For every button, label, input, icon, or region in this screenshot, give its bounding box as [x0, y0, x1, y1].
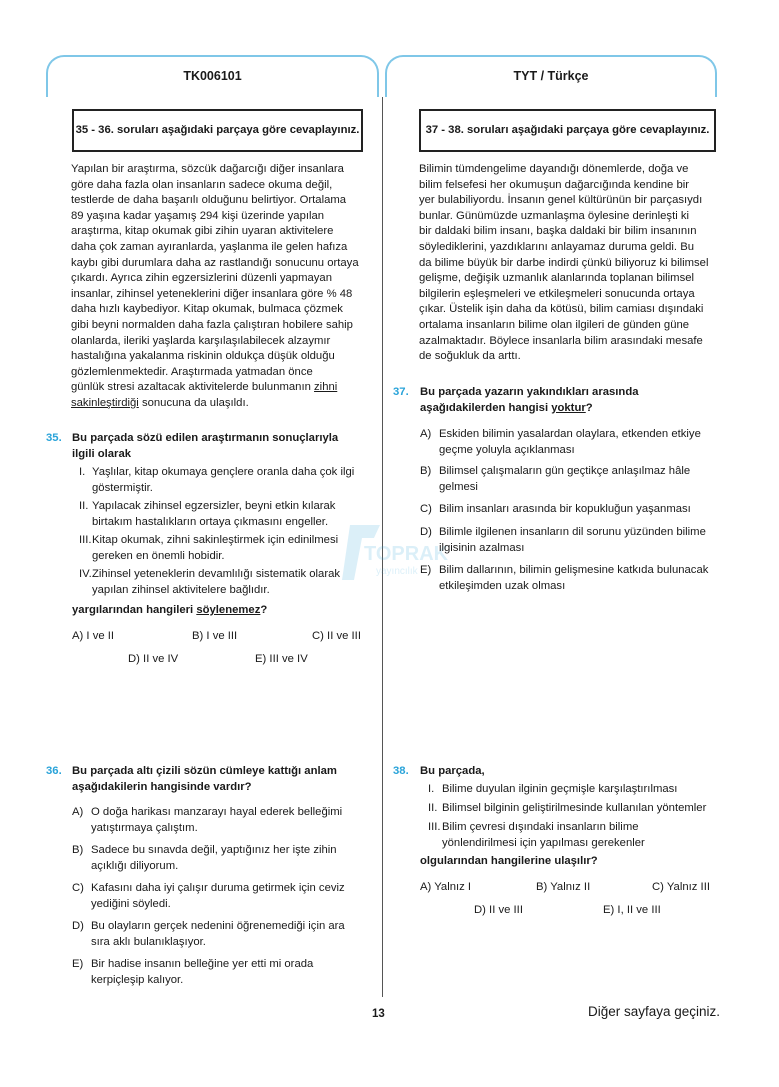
passage-line: gelişme, değişik uzmanlık alanlarında toplanan bilimsel [419, 272, 695, 285]
question-stem-36 [72, 764, 337, 795]
statement-line: yapılan zihinsel aktivitelere bağlıdır. [92, 584, 270, 596]
option-line: Bu olayların gerçek nedenini öğrenemediği için ara [91, 920, 345, 932]
passage-line: olanlarda, ileriki yaşlarda karşılaşılabilecek alzaymır [71, 334, 331, 347]
passage-line: çıkar. Üstelik işin daha da kötüsü, bilim camiası dışındaki [419, 303, 704, 316]
option-label: D) [420, 526, 432, 538]
statement-line: Bilime duyulan ilginin geçmişle karşılaştırılması [442, 783, 678, 795]
question-stem-38 [420, 764, 485, 780]
option-line: Bir hadise insanın belleğine yer etti mi orada [91, 958, 314, 970]
stem-line: ilgili olarak [72, 447, 132, 460]
passage-line: bilim felsefesi her okumuşun dağarcığında kendine bir [419, 178, 690, 191]
option-35-E[interactable]: E) III ve IV [255, 653, 308, 665]
instruction-box-37-38 [419, 109, 716, 152]
passage-line: da bilime büyük bir darbe indirdi çünkü biliyoruz ki bilimsel [419, 256, 709, 269]
tail-text: yargılarından hangileri [72, 604, 197, 616]
option-35-D[interactable]: D) II ve IV [128, 653, 179, 665]
stem-line: Bu parçada, [420, 765, 485, 777]
passage-line: kaybı gibi durumlara daha az rastlandığı sonucunu ortaya [71, 256, 359, 269]
passage-line: 89 yaşına kadar yaşamış 294 kişi üzerinde yapılan [71, 209, 325, 222]
passage-line [71, 380, 371, 396]
statement-label: I. [79, 466, 86, 478]
option-35-A[interactable]: A) I ve II [72, 630, 115, 642]
passage-line: bir daldaki bilim insanı, başka daldaki bir bilim insanının [419, 225, 697, 238]
option-line: Bilim insanları arasında bir kopukluğun yaşanması [439, 503, 691, 515]
passage-line: gibi beyni normalden daha fazla çalıştıran hobilere sahip [71, 318, 353, 331]
passage-line: Bilimin tümdengelime dayandığı dönemlerde, doğa ve [419, 163, 689, 175]
statement-label: I. [428, 783, 435, 795]
option-line: açıklığı diliyorum. [91, 860, 179, 872]
option-label: D) [72, 920, 84, 932]
stem-line: Bu parçada sözü edilen araştırmanın sonuçlarıyla [72, 432, 339, 444]
option-38-A[interactable]: A) Yalnız I [420, 881, 472, 893]
passage-line: insanlar, zihinsel yeteneklerini diğer insanlara göre % 48 [71, 287, 353, 300]
question-number-35: 35. [46, 432, 62, 444]
option-label: A) [72, 806, 84, 818]
statement-line: göstermiştir. [92, 482, 153, 494]
next-page-note: Diğer sayfaya geçiniz. [588, 1004, 721, 1019]
passage-line: söylediklerini, yazdıklarını anlayamaz duruma geldi. Bu [419, 240, 695, 253]
stem-text: aşağıdakilerden hangisi [420, 401, 552, 414]
option-line: yatıştırmaya çalıştım. [91, 822, 198, 834]
passage-line: göre daha fazla olan insanların sadece okuma değil, [71, 178, 333, 191]
option-label: B) [72, 844, 84, 856]
header-booklet-code [46, 55, 379, 97]
question-number-36: 36. [46, 765, 62, 777]
stem-underlined: yoktur [551, 401, 586, 414]
statement-line: Kitap okumak, zihni sakinleştirmek için edinilmesi [92, 534, 339, 546]
option-line: Sadece bu sınavda değil, yaptığınız her işte zihin [91, 844, 337, 856]
option-label: E) [72, 958, 84, 970]
option-38-B[interactable]: B) Yalnız II [536, 881, 591, 893]
tail-text: olgularından hangilerine ulaşılır? [420, 855, 598, 867]
svg-text:yayıncılık: yayıncılık [376, 566, 418, 577]
stem-line: Bu parçada yazarın yakındıkları arasında [420, 386, 639, 398]
passage-line: hastalığına yakalanma riskinin oldukça düşük olduğu [71, 350, 335, 363]
statement-label: II. [428, 802, 438, 814]
question-stem-37 [420, 385, 639, 416]
option-line: ilgisinin azalması [439, 542, 525, 554]
passage-line: de soğukluk da arttı. [419, 350, 521, 363]
statement-label: III. [79, 534, 92, 546]
stem-line: aşağıdakilerin hangisinde vardır? [72, 780, 252, 793]
passage-line: testlerde de daha başarılı olduğunu belirtiyor. Ortalama [71, 194, 347, 207]
underlined-phrase-part2: sakinleştirdiği [71, 396, 139, 409]
question-tail-38 [420, 854, 598, 870]
statement-line: Bilim çevresi dışındaki insanların bilime [442, 821, 639, 833]
passage-line: yer bulabiliyordu. İnsanın genel kültürünün bir parçasıydı [419, 194, 703, 207]
instruction-box-35-36 [72, 109, 363, 152]
passage-line: ortalama insanların bilime olan ilgileri de günden güne [419, 318, 690, 331]
option-line: sıra aklı bulanıklaşıyor. [91, 936, 206, 948]
option-line: Bilimle ilgilenen insanların dil sorunu yüzünden bilime [439, 526, 706, 538]
option-label: E) [420, 564, 432, 576]
passage-line: Yapılan bir araştırma, sözcük dağarcığı diğer insanlara [71, 163, 344, 175]
option-line: yediğini söyledi. [91, 898, 171, 910]
option-line: gelmesi [439, 481, 478, 493]
page-number: 13 [372, 1008, 385, 1020]
underlined-phrase-part1: zihni [314, 381, 338, 394]
statement-label: II. [79, 500, 89, 512]
stem-line: Bu parçada altı çizili sözün cümleye kattığı anlam [72, 765, 337, 777]
statement-label: IV. [79, 568, 92, 580]
passage-line: araştırma, kitap okumak gibi zihin uyaran aktivitelere [71, 225, 334, 238]
passage-line-text: sonucuna da ulaşıldı. [138, 396, 249, 409]
option-label: C) [420, 503, 432, 515]
instruction-text: 37 - 38. soruları aşağıdaki parçaya göre cevaplayınız. [425, 123, 710, 136]
passage-line: çıkardı. Ayrıca zihin egzersizlerini düzenli yapmayan [71, 272, 332, 285]
option-label: B) [420, 465, 432, 477]
option-38-C[interactable]: C) Yalnız III [652, 881, 710, 893]
question-tail-35 [72, 603, 267, 619]
instruction-text: 35 - 36. soruları aşağıdaki parçaya göre cevaplayınız. [75, 123, 360, 136]
option-label: C) [72, 882, 84, 894]
statement-line: Yaşlılar, kitap okumaya gençlere oranla daha çok ilgi [92, 466, 355, 478]
option-38-E[interactable]: E) I, II ve III [603, 904, 661, 916]
statement-line: gereken en önemli hobidir. [92, 550, 225, 562]
question-stem-35 [72, 431, 338, 462]
statement-line: birtakım hastalıkların ortaya çıkmasını engeller. [92, 516, 329, 528]
tail-suffix: ? [260, 604, 268, 616]
statement-line: yönlendirilmesi için yapılması gerekenler [442, 837, 645, 849]
stem-suffix: ? [585, 401, 593, 414]
option-line: Bilimsel çalışmaların gün geçtikçe anlaşılmaz hâle [439, 465, 691, 477]
statement-label: III. [428, 821, 441, 833]
statement-line: Yapılacak zihinsel egzersizler, beyni etkin kılarak [92, 500, 336, 512]
booklet-code: TK006101 [183, 69, 242, 84]
reading-passage-35-36 [71, 162, 371, 412]
svg-text:TOPRAK: TOPRAK [364, 543, 449, 565]
subject-label: TYT / Türkçe [513, 69, 589, 84]
passage-line: azalmaktadır. Böylece insanlarla bilim arasındaki mesafe [419, 334, 703, 347]
statement-line: Bilimsel bilginin geliştirilmesinde kullanılan yöntemler [442, 802, 707, 814]
passage-line-text: günlük stresi azaltacak aktivitelerde bulunmanın [71, 381, 311, 394]
option-line: kerpiçleşip kalıyor. [91, 974, 184, 986]
passage-line: daha çok zaman ayıranlarda, yaşlanma ile gelen hafıza [71, 240, 348, 253]
passage-line [71, 396, 371, 412]
passage-line: gözlemlenmektedir. Araştırmada yatmadan önce [71, 365, 313, 378]
option-35-B[interactable]: B) I ve III [192, 630, 238, 642]
option-35-C[interactable]: C) II ve III [312, 630, 361, 642]
header-subject [385, 55, 717, 97]
tail-underlined: söylenemez [196, 604, 261, 616]
question-number-37: 37. [393, 386, 409, 398]
passage-line: daha hızlı kaybediyor. Kitap okumak, bulmaca çözmek [71, 303, 343, 316]
option-line: Eskiden bilimin yasalardan olaylara, etkenden etkiye [439, 428, 701, 440]
option-line: geçme yoluyla açıklanması [439, 444, 575, 456]
statement-line: Zihinsel yeteneklerin devamlılığı sistematik olarak [92, 568, 341, 580]
passage-line: bilgilerin eşleşmeleri ve etkileşmeleri sonucunda ortaya [419, 287, 695, 300]
option-line: Kafasını daha iyi çalışır duruma getirmek için ceviz [91, 882, 345, 894]
option-line: etkileşimden uzak olması [439, 580, 566, 592]
option-line: Bilim dallarının, bilimin gelişmesine katkıda bulunacak [439, 564, 709, 576]
question-number-38: 38. [393, 765, 409, 777]
option-line: O doğa harikası manzarayı hayal ederek belleğimi [91, 806, 343, 818]
option-label: A) [420, 428, 432, 440]
option-38-D[interactable]: D) II ve III [474, 904, 523, 916]
reading-passage-37-38 [419, 162, 714, 365]
passage-line: bunlar. Günümüzde uzmanlaşma öylesine derinleşti ki [419, 209, 690, 222]
